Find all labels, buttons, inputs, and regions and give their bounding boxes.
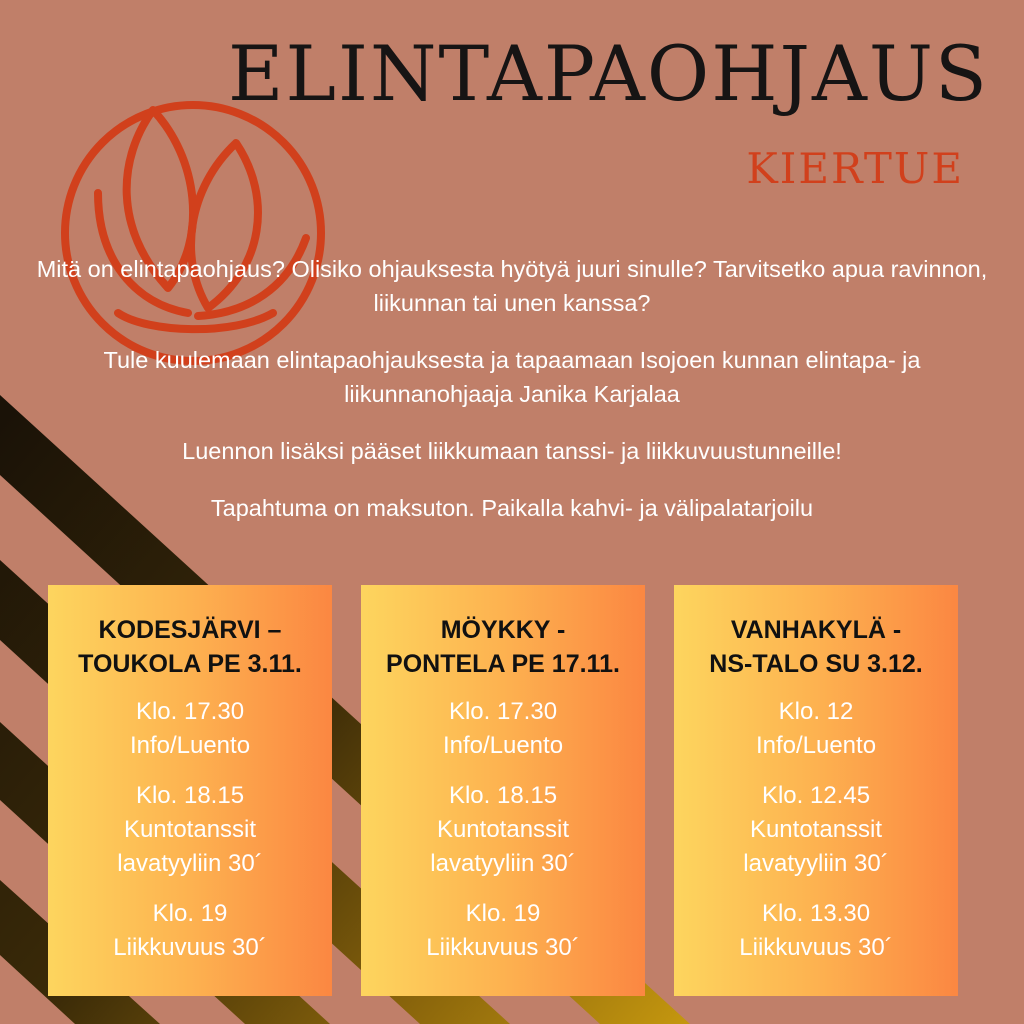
- schedule-time: Klo. 12.45: [761, 782, 871, 809]
- event-location-line: PONTELA PE 17.11.: [386, 650, 620, 678]
- schedule-time: Klo. 17.30: [448, 698, 558, 725]
- event-card-kodesjarvi: [48, 585, 332, 996]
- schedule-activity: Info/Luento: [755, 732, 877, 759]
- schedule-activity: Liikkuvuus 30´: [426, 934, 580, 961]
- schedule-time: Klo. 18.15: [448, 782, 558, 809]
- schedule-activity: lavatyyliin 30´: [117, 850, 263, 877]
- schedule-item: [674, 695, 958, 763]
- event-schedule: [48, 695, 332, 965]
- event-location-line: TOUKOLA PE 3.11.: [78, 650, 302, 678]
- intro-paragraph: Tapahtuma on maksuton. Paikalla kahvi- ja välipalatarjoilu: [210, 495, 814, 521]
- event-location-line: NS-TALO SU 3.12.: [709, 650, 923, 678]
- schedule-time: Klo. 13.30: [761, 900, 871, 927]
- schedule-time: Klo. 19: [152, 900, 228, 927]
- event-location: [48, 613, 332, 681]
- schedule-item: [674, 897, 958, 965]
- schedule-activity: Kuntotanssit: [749, 816, 883, 843]
- event-location-line: KODESJÄRVI –: [98, 616, 282, 644]
- schedule-item: [361, 695, 645, 763]
- schedule-activity: lavatyyliin 30´: [430, 850, 576, 877]
- schedule-item: [48, 897, 332, 965]
- schedule-activity: Info/Luento: [129, 732, 251, 759]
- schedule-activity: Liikkuvuus 30´: [739, 934, 893, 961]
- schedule-activity: Kuntotanssit: [436, 816, 570, 843]
- event-card-vanhakyla: [674, 585, 958, 996]
- schedule-item: [48, 695, 332, 763]
- event-card-moykky: [361, 585, 645, 996]
- schedule-item: [674, 779, 958, 881]
- event-schedule: [361, 695, 645, 965]
- event-location-line: MÖYKKY -: [440, 616, 566, 644]
- schedule-activity: Liikkuvuus 30´: [113, 934, 267, 961]
- schedule-activity: lavatyyliin 30´: [743, 850, 889, 877]
- schedule-activity: Info/Luento: [442, 732, 564, 759]
- schedule-time: Klo. 17.30: [135, 698, 245, 725]
- event-location: [361, 613, 645, 681]
- intro-paragraph: Luennon lisäksi pääset liikkumaan tanssi- ja liikkuvuustunneille!: [182, 438, 842, 464]
- page-subtitle: KIERTUE: [746, 144, 964, 193]
- schedule-item: [48, 779, 332, 881]
- schedule-activity: Kuntotanssit: [123, 816, 257, 843]
- schedule-item: [361, 779, 645, 881]
- intro-text: [30, 252, 994, 548]
- schedule-item: [361, 897, 645, 965]
- schedule-time: Klo. 12: [778, 698, 854, 725]
- schedule-time: Klo. 18.15: [135, 782, 245, 809]
- page-title: ELINTAPAOHJAUS: [228, 29, 989, 118]
- event-location-line: VANHAKYLÄ -: [730, 616, 902, 644]
- event-schedule: [674, 695, 958, 965]
- intro-paragraph: Mitä on elintapaohjaus? Olisiko ohjauksesta hyötyä juuri sinulle? Tarvitsetko apua ravinnon, liikunnan tai unen kanssa?: [36, 256, 988, 316]
- schedule-time: Klo. 19: [465, 900, 541, 927]
- event-location: [674, 613, 958, 681]
- intro-paragraph: Tule kuulemaan elintapaohjauksesta ja tapaamaan Isojoen kunnan elintapa- ja liikunnanohjaaja Janika Karjalaa: [103, 347, 921, 407]
